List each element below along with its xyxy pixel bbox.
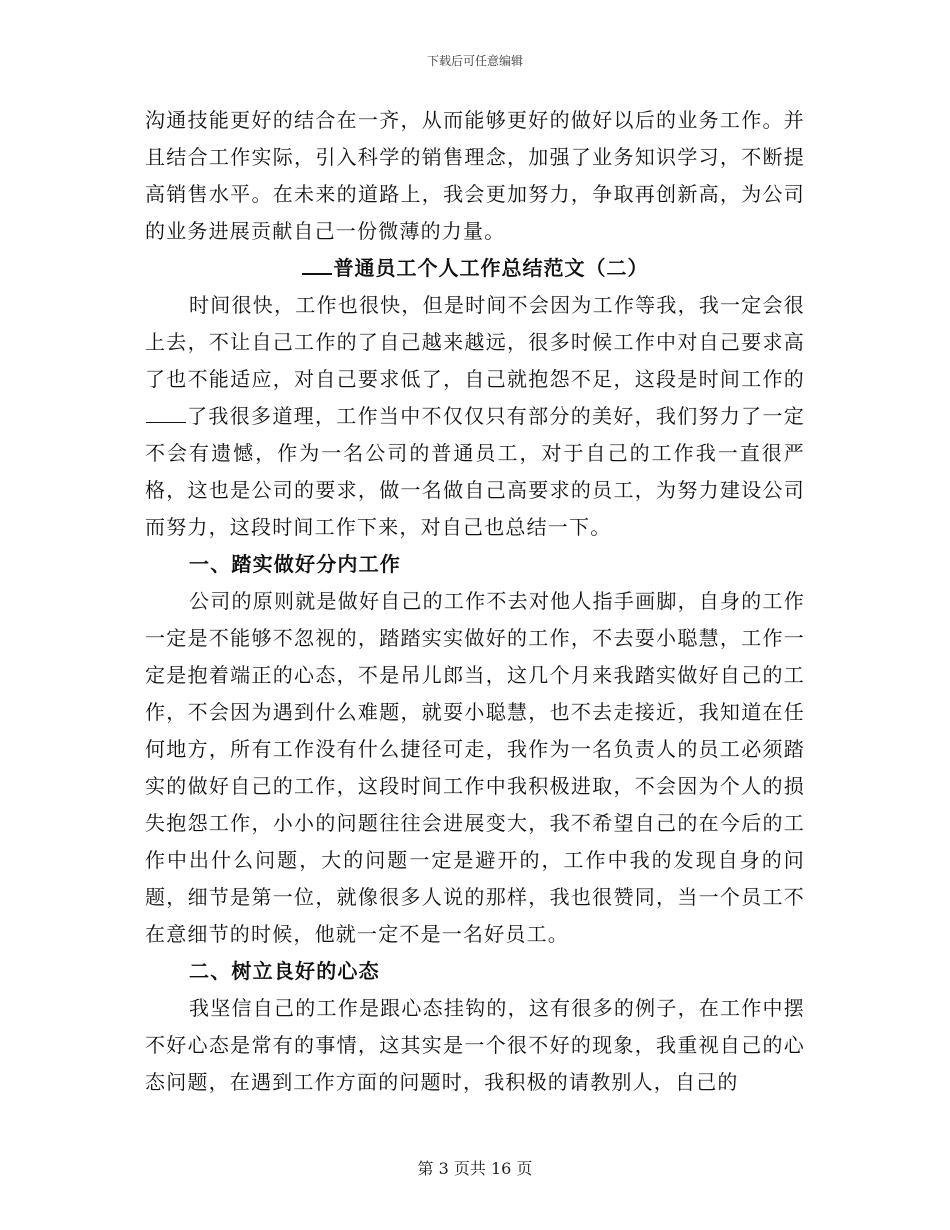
fill-in-blank (146, 404, 186, 423)
paragraph-continuation: 沟通技能更好的结合在一齐，从而能够更好的做好以后的业务工作。并且结合工作实际，引入科学的销售理念，加强了业务知识学习，不断提高销售水平。在未来的道路上，我会更加努力，争取再创新高，为公司的业务进展贡献自己一份微薄的力量。 (145, 108, 805, 243)
paragraph-intro-part1: 时间很快，工作也很快，但是时间不会因为工作等我，我一定会很上去，不让自己工作的了自己越来越远，很多时候工作中对自己要求高了也不能适应，对自己要求低了，自己就抱怨不足，这段是时间工作的 (145, 293, 805, 391)
document-title-text: 普通员工个人工作总结范文（二） (333, 256, 649, 280)
title-blank-line (302, 255, 332, 275)
page-number: 第 3 页共 16 页 (417, 1159, 533, 1178)
section-heading-1: 一、踏实做好分内工作 (189, 552, 401, 576)
section-heading-2: 二、树立良好的心态 (189, 959, 380, 983)
document-body (145, 102, 805, 1101)
paragraph-section-1: 公司的原则就是做好自己的工作不去对他人指手画脚，自身的工作一定是不能够不忽视的，踏踏实实做好的工作，不去耍小聪慧，工作一定是抱着端正的心态，不是吊儿郎当，这几个月来我踏实做好自己的工作，不会因为遇到什么难题，就耍小聪慧，也不去走接近，我知道在任何地方，所有工作没有什么捷径可走，我作为一名负责人的员工必须踏实的做好自己的工作，这段时间工作中我积极进取，不会因为个人的损失抱怨工作，小小的问题往往会进展变大，我不希望自己的在今后的工作中出什么问题，大的问题一定是避开的，工作中我的发现自身的问题，细节是第一位，就像很多人说的那样，我也很赞同，当一个员工不在意细节的时候，他就一定不是一名好员工。 (145, 589, 805, 946)
paragraph-intro-part2: 了我很多道理，工作当中不仅仅只有部分的美好，我们努力了一定不会有遗憾，作为一名公司的普通员工，对于自己的工作我一直很严格，这也是公司的要求，做一名做自己高要求的员工，为努力建设公司而努力，这段时间工作下来，对自己也总结一下。 (145, 404, 805, 539)
document-title (145, 250, 805, 287)
paragraph-intro (145, 287, 805, 546)
paragraph-section-2: 我坚信自己的工作是跟心态挂钩的，这有很多的例子，在工作中摆不好心态是常有的事情，这其实是一个很不好的现象，我重视自己的心态问题，在遇到工作方面的问题时，我积极的请教别人，自己的 (145, 996, 805, 1094)
page-header-note: 下载后可任意编辑 (426, 54, 523, 68)
